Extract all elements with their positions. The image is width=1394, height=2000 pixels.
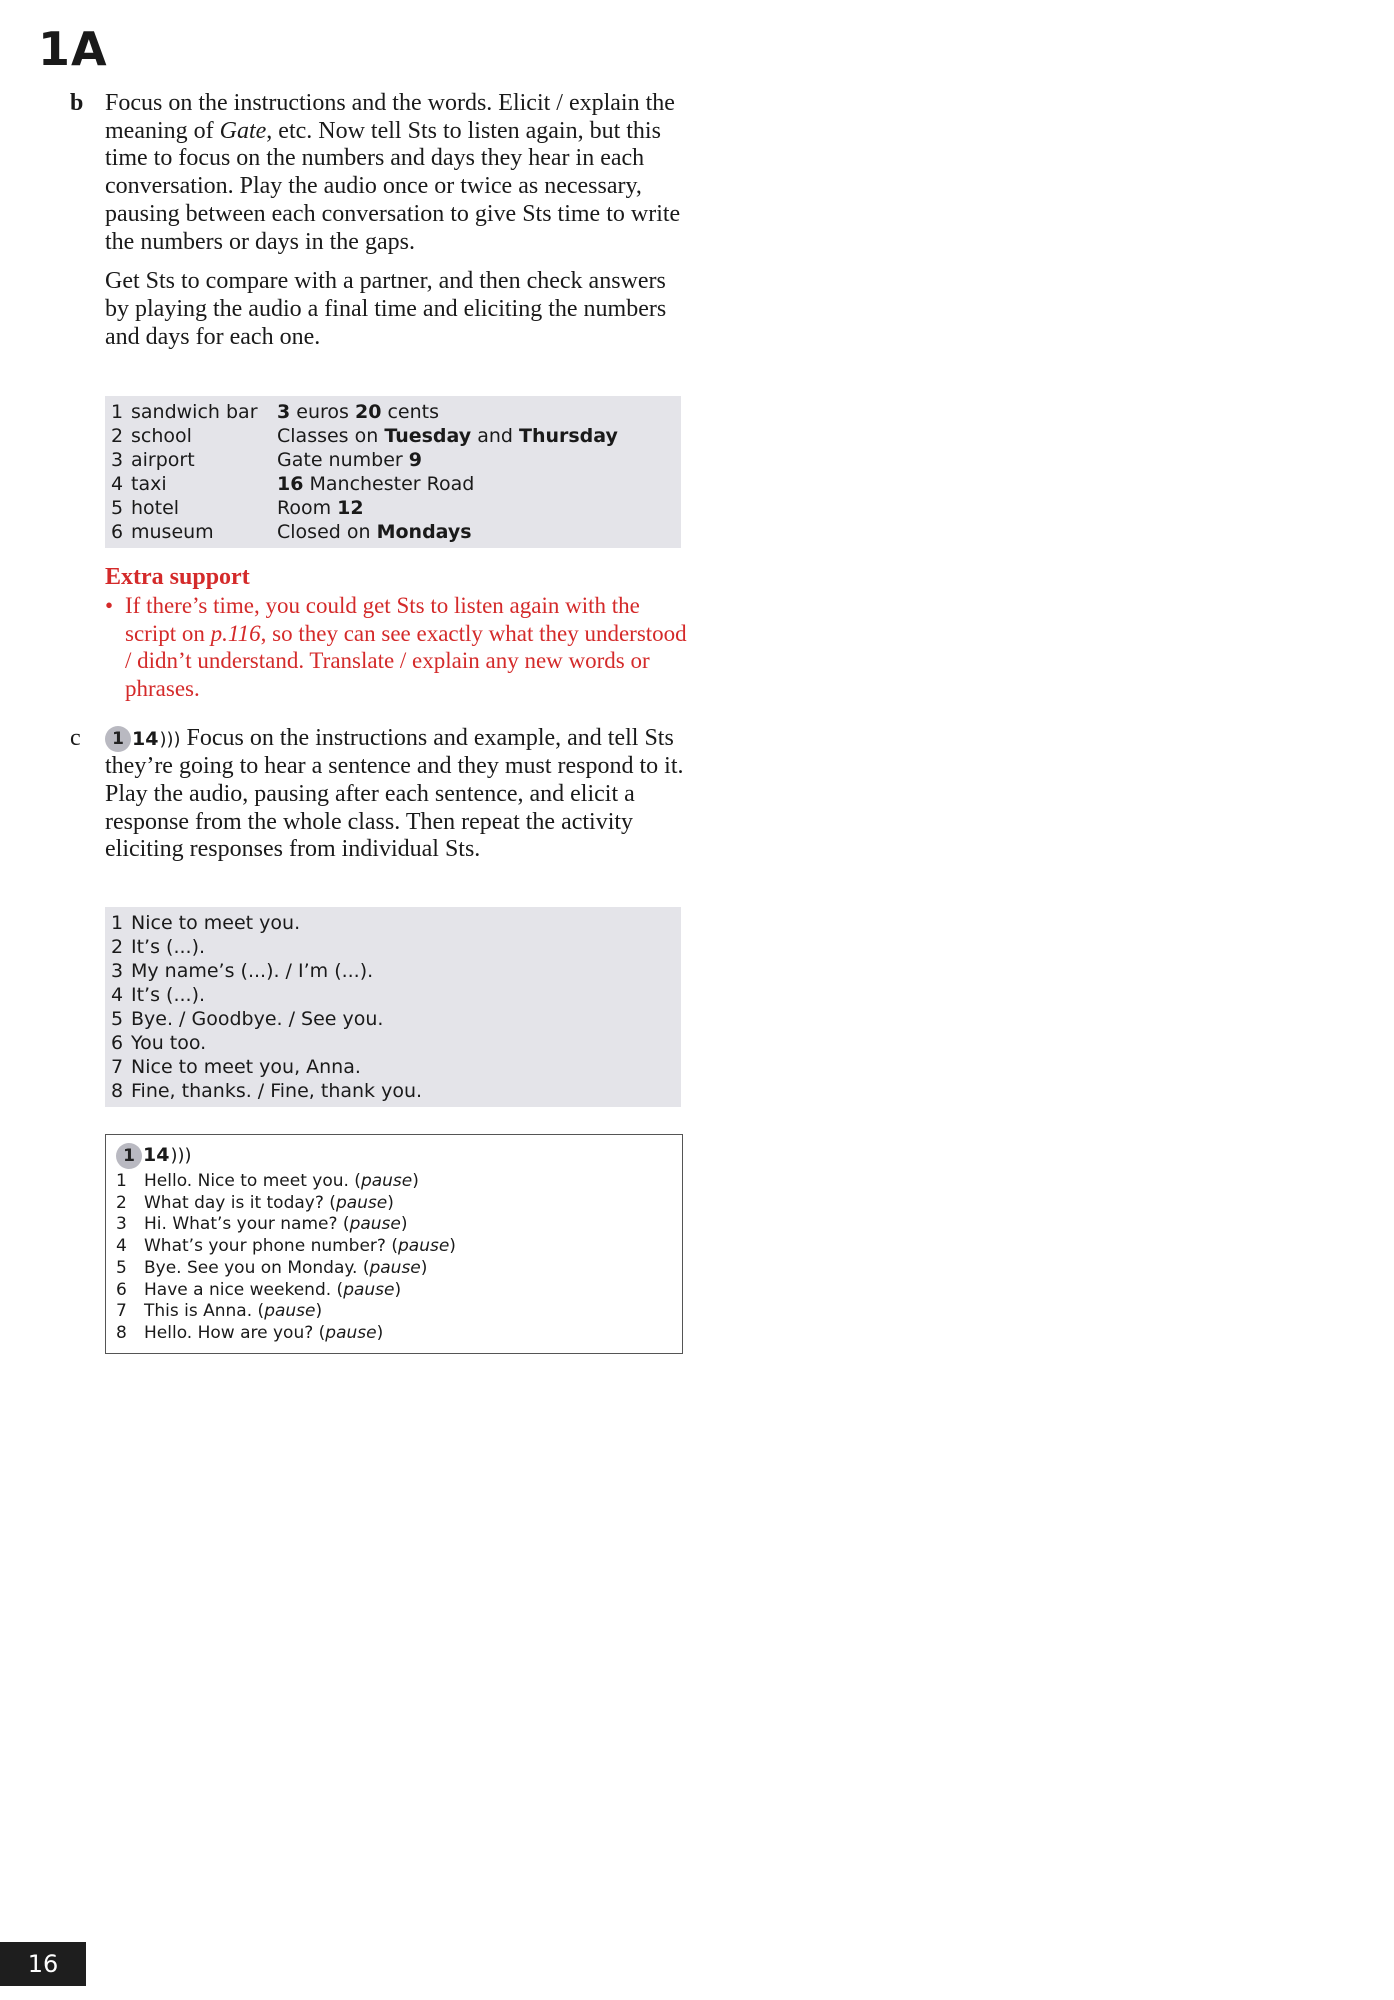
response-number: 6 (111, 1032, 124, 1054)
script-line-text: What day is it today? (pause) (144, 1192, 394, 1213)
answer-place: museum (131, 521, 214, 543)
response-row (111, 1031, 681, 1055)
response-number: 8 (111, 1080, 124, 1102)
script-line (116, 1193, 672, 1215)
response-number: 7 (111, 1056, 124, 1078)
step-b-paragraph-1: Focus on the instructions and the words. Elicit / explain the meaning of Gate, etc. Now tell Sts to listen again, but this time to focus on the numbers and days they hear in each conversation. Play the audio once or twice as necessary, pausing between each conversation to give Sts time to write the numbers or days in the gaps. (105, 90, 681, 255)
answer-value: 3 euros 20 cents (277, 401, 439, 423)
extra-support-title: Extra support (105, 564, 250, 590)
script-line (116, 1214, 672, 1236)
sound-waves-icon: ))) (170, 1145, 192, 1167)
response-text: Nice to meet you, Anna. (131, 1056, 361, 1078)
script-line-text: Have a nice weekend. (pause) (144, 1279, 402, 1300)
audio-script-box (105, 1134, 683, 1354)
answer-key-box (105, 396, 681, 548)
step-c-text: 1 14 ))) Focus on the instructions and example, and tell Sts they’re going to hear a sentence and they must respond to it. Play the audio, pausing after each sentence, and elicit a response from the whole class. Then repeat the activity eliciting responses from individual Sts. (105, 725, 684, 863)
pause-label: pause (325, 1322, 377, 1343)
response-row (111, 911, 681, 935)
script-line-number: 8 (116, 1322, 127, 1343)
response-row (111, 959, 681, 983)
script-line (116, 1301, 672, 1323)
script-line-number: 4 (116, 1236, 127, 1257)
answer-row (111, 424, 681, 448)
answer-value: Closed on Mondays (277, 521, 472, 543)
response-row (111, 1079, 681, 1103)
script-line-number: 6 (116, 1279, 127, 1300)
script-line (116, 1171, 672, 1193)
script-lines (116, 1171, 672, 1345)
response-text: You too. (131, 1032, 207, 1054)
script-line (116, 1236, 672, 1258)
answer-row (111, 496, 681, 520)
extra-support (105, 562, 687, 702)
answer-row (111, 448, 681, 472)
script-line-text: Bye. See you on Monday. (pause) (144, 1257, 428, 1278)
answer-number: 6 (111, 521, 124, 543)
pause-label: pause (397, 1236, 450, 1257)
script-line-text: What’s your phone number? (pause) (144, 1236, 456, 1257)
script-line-number: 2 (116, 1192, 127, 1213)
script-line-text: Hello. Nice to meet you. (pause) (144, 1171, 419, 1191)
answer-value: 16 Manchester Road (277, 473, 475, 495)
audio-track-badge (105, 726, 181, 754)
script-line (116, 1258, 672, 1280)
answer-place: airport (131, 449, 195, 471)
script-line-text: Hi. What’s your name? (pause) (144, 1214, 408, 1235)
script-line-number: 1 (116, 1171, 127, 1191)
answer-number: 1 (111, 401, 124, 423)
responses-box (105, 907, 681, 1107)
answer-number: 2 (111, 425, 124, 447)
answer-row (111, 400, 681, 424)
bullet-icon: • (105, 593, 114, 618)
answer-place: taxi (131, 473, 167, 495)
response-text: Bye. / Goodbye. / See you. (131, 1008, 384, 1030)
response-row (111, 983, 681, 1007)
response-number: 3 (111, 960, 124, 982)
response-row (111, 1007, 681, 1031)
answer-number: 4 (111, 473, 124, 495)
script-line-number: 3 (116, 1214, 127, 1235)
page-number: 16 (0, 1942, 86, 1986)
script-line (116, 1280, 672, 1302)
sound-waves-icon: ))) (159, 728, 181, 750)
unit-heading: 1A (38, 22, 108, 76)
script-line-text: Hello. How are you? (pause) (144, 1322, 384, 1343)
response-number: 2 (111, 936, 124, 958)
script-line-number: 7 (116, 1301, 127, 1322)
response-row (111, 935, 681, 959)
script-line-number: 5 (116, 1257, 127, 1278)
response-text: Fine, thanks. / Fine, thank you. (131, 1080, 423, 1102)
answer-row (111, 520, 681, 544)
pause-label: pause (335, 1192, 388, 1213)
pause-label: pause (360, 1171, 413, 1191)
script-line (116, 1323, 672, 1345)
step-b-paragraph-2: Get Sts to compare with a partner, and then check answers by playing the audio a final time and eliciting the numbers and days for each one. (105, 268, 667, 350)
pause-label: pause (369, 1257, 421, 1278)
answer-number: 5 (111, 497, 124, 519)
response-number: 5 (111, 1008, 124, 1030)
step-c-letter: c (70, 725, 81, 751)
step-b-text (105, 90, 687, 363)
answer-value: Room 12 (277, 497, 364, 519)
answer-place: school (131, 425, 192, 447)
extra-support-item: • If there’s time, you could get Sts to listen again with the script on p.116, so they can see exactly what they understood / didn’t understand. Translate / explain any new words or phrases. (105, 593, 687, 701)
response-number: 1 (111, 912, 124, 934)
answer-place: hotel (131, 497, 180, 519)
answer-row (111, 472, 681, 496)
step-b-letter: b (70, 90, 84, 116)
pause-label: pause (343, 1279, 395, 1300)
response-number: 4 (111, 984, 124, 1006)
script-line-text: This is Anna. (pause) (144, 1301, 323, 1322)
response-text: It’s (...). (131, 984, 206, 1006)
response-text: It’s (...). (131, 936, 206, 958)
answer-place: sandwich bar (131, 401, 258, 423)
response-text: My name’s (...). / I’m (...). (131, 960, 374, 982)
audio-track-number: 14 (143, 1144, 170, 1167)
answer-value: Classes on Tuesday and Thursday (277, 425, 618, 447)
answer-number: 3 (111, 449, 124, 471)
pause-label: pause (264, 1301, 316, 1322)
cd-disc-icon: 1 (105, 726, 131, 752)
response-row (111, 1055, 681, 1079)
pause-label: pause (349, 1214, 401, 1235)
answer-value: Gate number 9 (277, 449, 422, 471)
response-text: Nice to meet you. (131, 912, 301, 934)
cd-disc-icon: 1 (116, 1143, 142, 1169)
audio-track-number: 14 (132, 727, 159, 750)
script-audio-badge (116, 1143, 672, 1169)
